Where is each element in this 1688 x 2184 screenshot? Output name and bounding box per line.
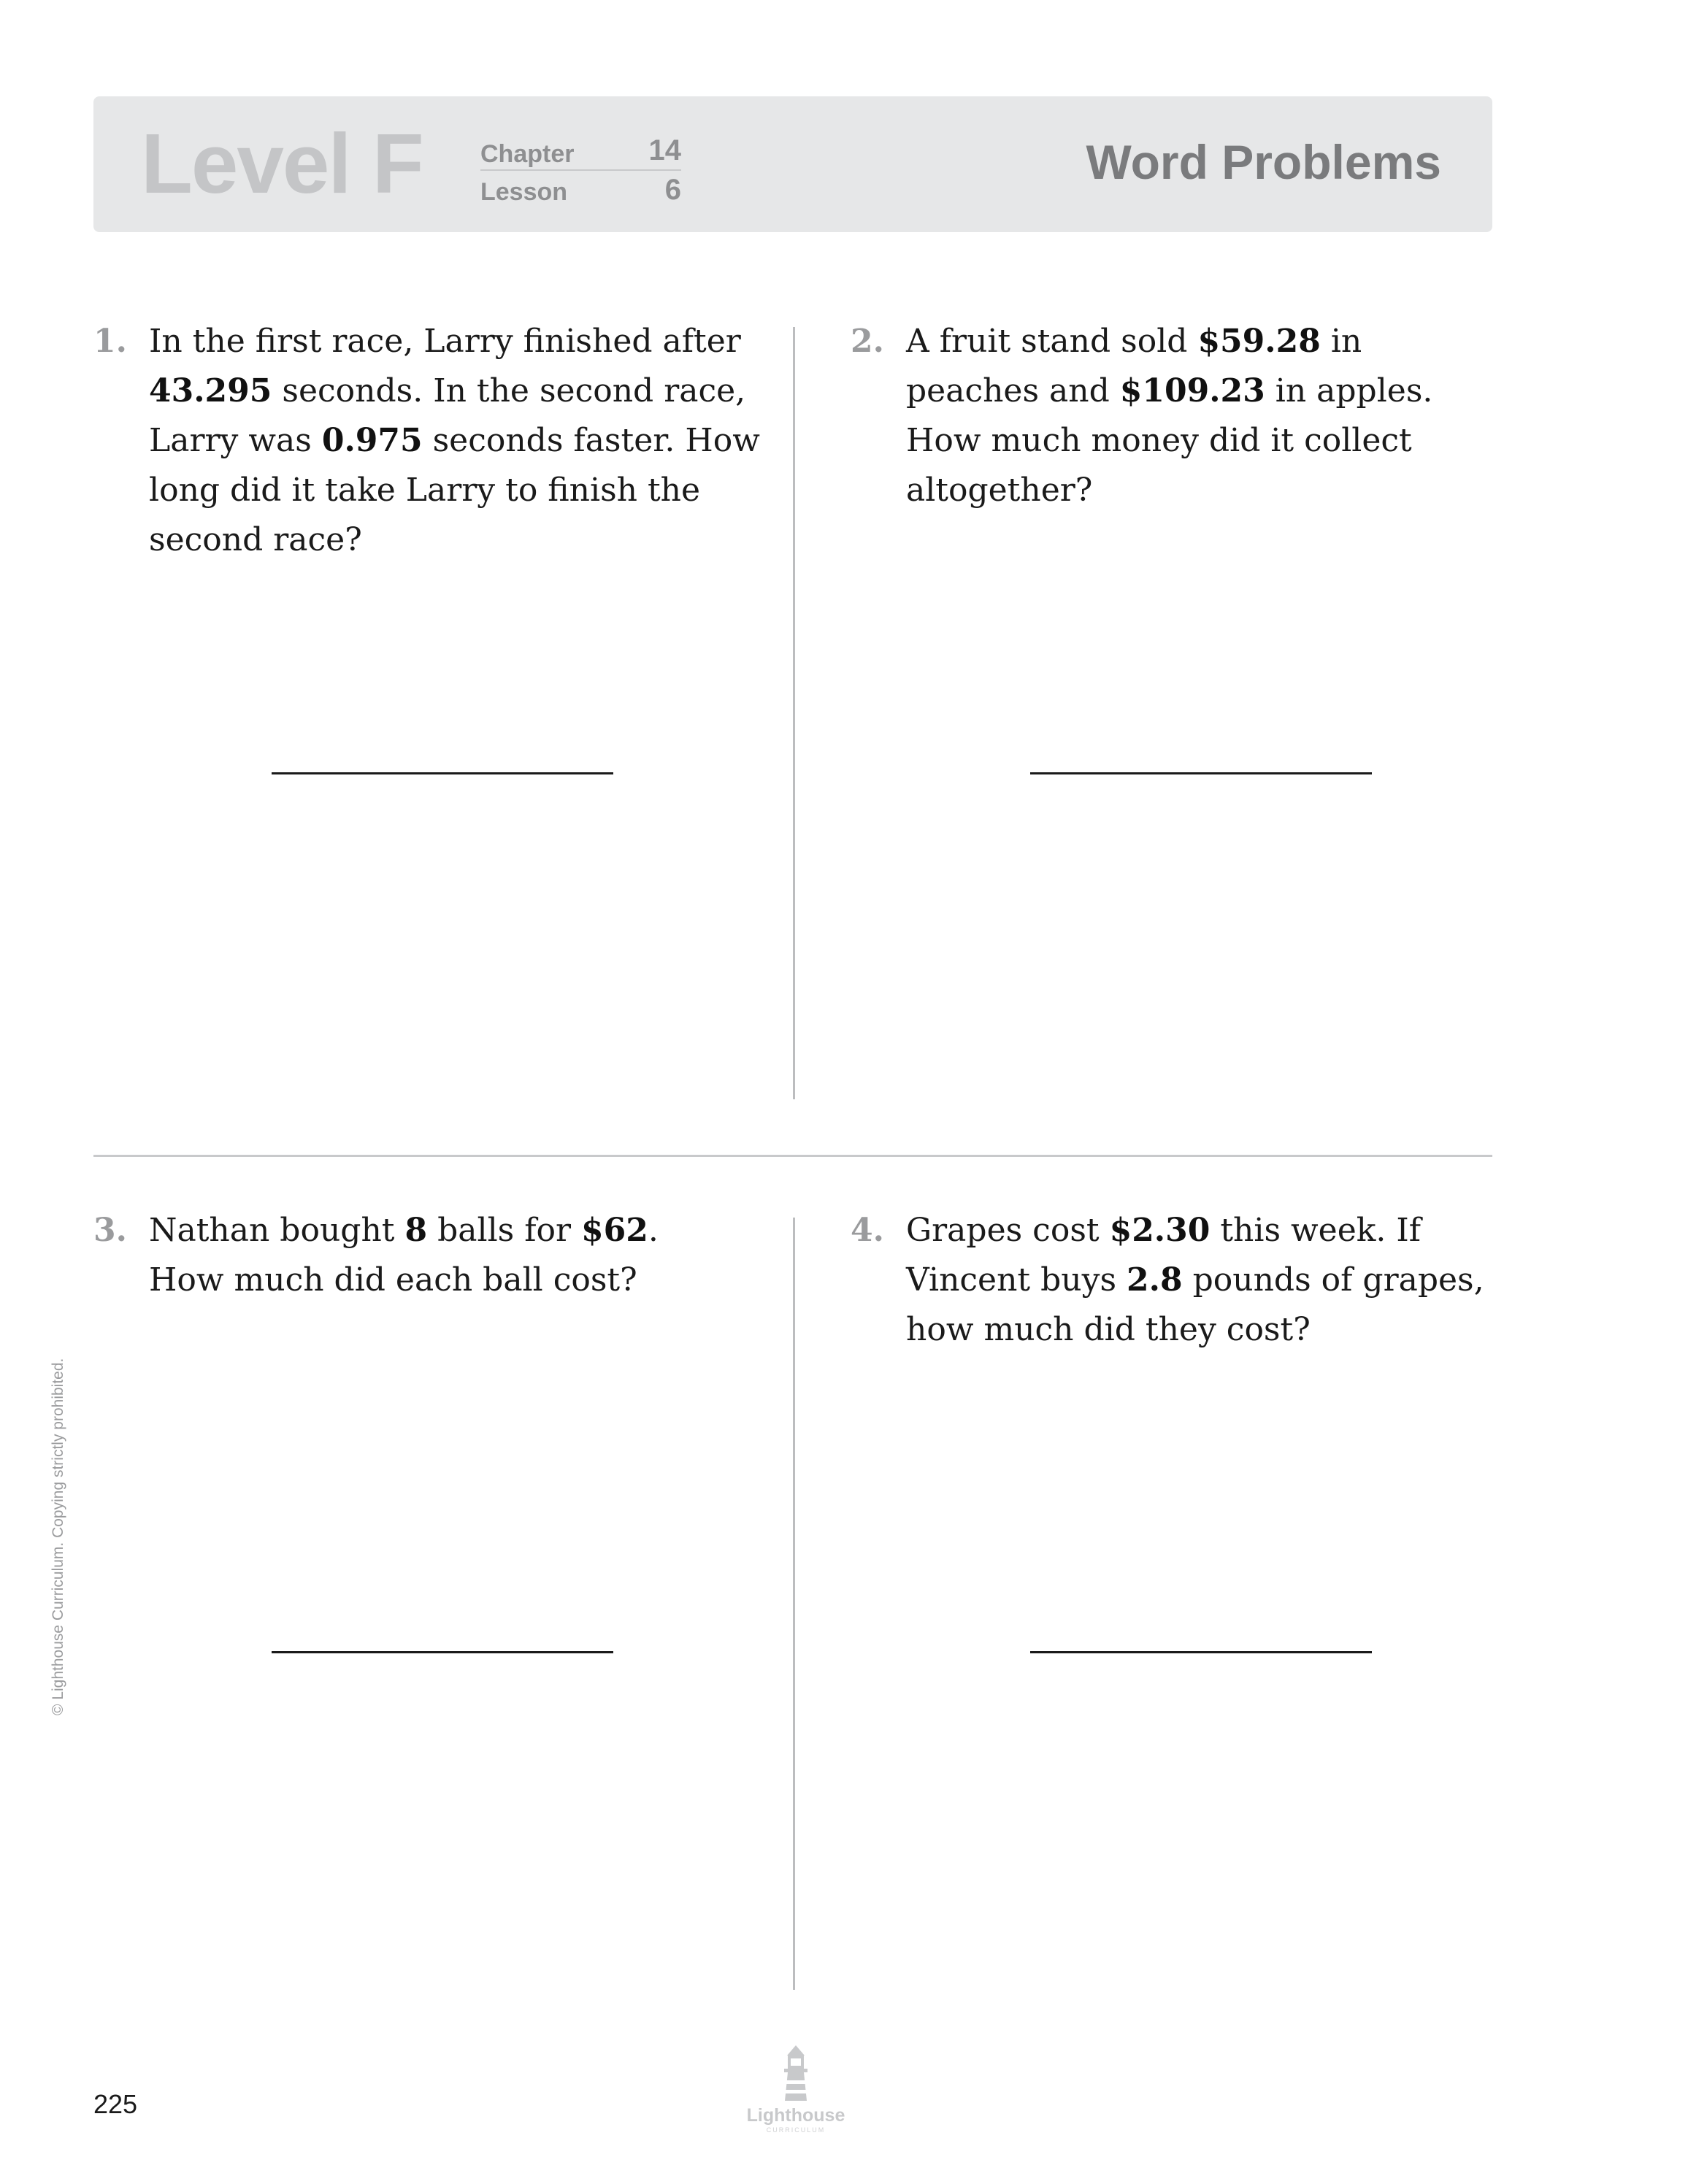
bold-value: $2.30 — [1109, 1212, 1211, 1249]
lighthouse-icon — [778, 2044, 814, 2107]
level-title: Level F — [141, 116, 423, 211]
text-segment: in apples. How much money did it collect altogether? — [906, 372, 1433, 509]
problem-number: 3. — [93, 1212, 127, 1249]
text-segment: in peaches and — [906, 323, 1362, 410]
bold-value: $109.23 — [1119, 372, 1265, 410]
lesson-row — [480, 172, 681, 209]
lesson-number: 6 — [664, 174, 681, 206]
answer-line-4[interactable] — [1030, 1651, 1372, 1653]
chapter-number: 14 — [648, 134, 681, 166]
answer-line-2[interactable] — [1030, 772, 1372, 774]
text-segment: seconds faster. How long did it take Larry to finish the second race? — [149, 422, 760, 558]
bold-value: $59.28 — [1197, 323, 1321, 360]
worksheet-title: Word Problems — [1086, 135, 1441, 189]
bold-value: 43.295 — [149, 372, 272, 410]
chapter-label: Chapter — [480, 140, 575, 168]
text-segment: pounds of grapes, how much did they cost? — [906, 1261, 1484, 1348]
text-segment: . How much did each ball cost? — [149, 1212, 659, 1299]
problem-number: 1. — [93, 323, 127, 360]
text-segment: A fruit stand sold — [906, 323, 1198, 360]
lesson-label: Lesson — [480, 178, 568, 206]
text-segment: balls for — [427, 1212, 581, 1249]
text-segment: Grapes cost — [906, 1212, 1110, 1249]
page-header — [93, 96, 1492, 232]
logo-subtext: CURRICULUM — [766, 2126, 826, 2134]
text-segment: seconds. In the second race, Larry was — [149, 372, 746, 459]
bold-value: 0.975 — [321, 422, 423, 459]
text-segment: Nathan bought — [149, 1212, 405, 1249]
page-number: 225 — [93, 2089, 138, 2119]
lighthouse-logo — [737, 2044, 854, 2139]
problem-text — [149, 317, 777, 565]
horizontal-divider — [93, 1155, 1492, 1157]
bold-value: $62 — [581, 1212, 648, 1249]
problem-text — [906, 1206, 1493, 1355]
problem-text — [906, 317, 1490, 515]
problem-number: 2. — [851, 323, 884, 360]
answer-line-1[interactable] — [272, 772, 613, 774]
vertical-divider-bottom — [793, 1218, 795, 1990]
chapter-row — [480, 133, 681, 171]
bold-value: 2.8 — [1127, 1261, 1183, 1299]
problem-text — [149, 1206, 718, 1305]
copyright-notice: © Lighthouse Curriculum. Copying strictly prohibited. — [50, 1358, 66, 1715]
problem-number: 4. — [851, 1212, 884, 1249]
vertical-divider-top — [793, 327, 795, 1099]
text-segment: this week. If Vincent buys — [906, 1212, 1422, 1299]
text-segment: In the first race, Larry finished after — [149, 323, 741, 360]
bold-value: 8 — [404, 1212, 428, 1249]
logo-wordmark: Lighthouse — [746, 2105, 845, 2126]
answer-line-3[interactable] — [272, 1651, 613, 1653]
